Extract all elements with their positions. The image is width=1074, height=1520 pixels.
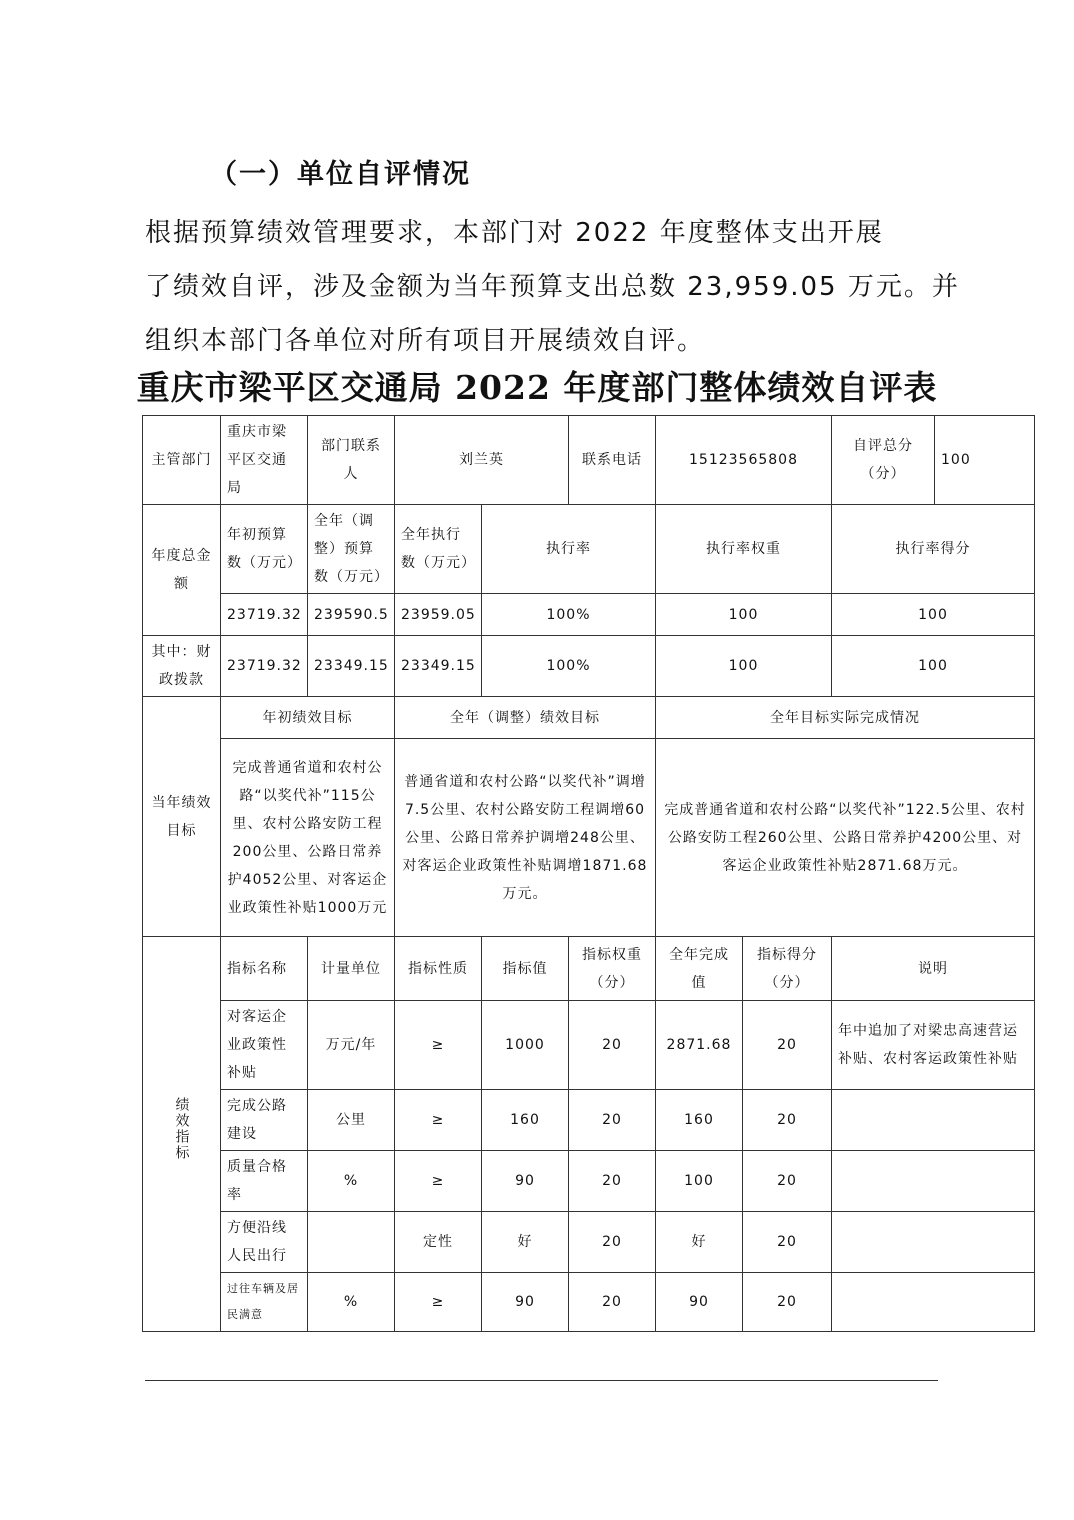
ind-unit: % [308, 1273, 395, 1332]
ind-actual: 100 [656, 1151, 743, 1212]
score-label: 自评总分（分） [832, 416, 935, 505]
ind-name: 质量合格率 [221, 1151, 308, 1212]
goals-actual: 完成普通省道和农村公路“以奖代补”122.5公里、农村公路安防工程260公里、公路日常养护4200公里、对客运企业政策性补贴2871.68万元。 [656, 739, 1035, 937]
phone-value: 15123565808 [656, 416, 832, 505]
ind-score: 20 [743, 1001, 832, 1090]
goals-header-row [143, 697, 1035, 739]
score-value: 100 [935, 416, 1035, 505]
ind-value: 好 [482, 1212, 569, 1273]
ind-note [832, 1212, 1035, 1273]
fiscal-weight: 100 [656, 636, 832, 697]
goals-header-actual: 全年目标实际完成情况 [656, 697, 1035, 739]
paragraph-line-3: 组织本部门各单位对所有项目开展绩效自评。 [145, 326, 706, 356]
ind-header-name: 指标名称 [221, 937, 308, 1001]
phone-label: 联系电话 [569, 416, 656, 505]
budget-weight: 100 [656, 594, 832, 636]
contact-label: 部门联系人 [308, 416, 395, 505]
budget-label: 年度总金额 [143, 505, 221, 636]
ind-name: 方便沿线人民出行 [221, 1212, 308, 1273]
ind-weight: 20 [569, 1273, 656, 1332]
goals-header-initial: 年初绩效目标 [221, 697, 395, 739]
fiscal-score: 100 [832, 636, 1035, 697]
budget-executed: 23959.05 [395, 594, 482, 636]
budget-initial: 23719.32 [221, 594, 308, 636]
ind-name: 对客运企业政策性补贴 [221, 1001, 308, 1090]
indicator-row [143, 1001, 1035, 1090]
ind-nature: ≥ [395, 1151, 482, 1212]
section-heading: （一）单位自评情况 [210, 159, 471, 190]
fiscal-label: 其中：财政拨款 [143, 636, 221, 697]
budget-header-adjusted: 全年（调整）预算数（万元） [308, 505, 395, 594]
budget-header-score: 执行率得分 [832, 505, 1035, 594]
budget-header-initial: 年初预算数（万元） [221, 505, 308, 594]
ind-weight: 20 [569, 1151, 656, 1212]
ind-nature: ≥ [395, 1001, 482, 1090]
info-row [143, 416, 1035, 505]
ind-value: 90 [482, 1273, 569, 1332]
footer-divider [145, 1380, 938, 1381]
ind-header-unit: 计量单位 [308, 937, 395, 1001]
ind-actual: 90 [656, 1273, 743, 1332]
fiscal-row [143, 636, 1035, 697]
budget-header-weight: 执行率权重 [656, 505, 832, 594]
goals-header-adjusted: 全年（调整）绩效目标 [395, 697, 656, 739]
budget-score: 100 [832, 594, 1035, 636]
ind-value: 160 [482, 1090, 569, 1151]
ind-note [832, 1090, 1035, 1151]
ind-score: 20 [743, 1090, 832, 1151]
indicators-label: 绩效指标 [173, 1097, 190, 1161]
ind-header-weight: 指标权重（分） [569, 937, 656, 1001]
ind-header-value: 指标值 [482, 937, 569, 1001]
indicator-row [143, 1151, 1035, 1212]
evaluation-table [142, 415, 1035, 1332]
ind-header-actual: 全年完成值 [656, 937, 743, 1001]
fiscal-initial: 23719.32 [221, 636, 308, 697]
ind-unit: % [308, 1151, 395, 1212]
ind-name: 完成公路建设 [221, 1090, 308, 1151]
ind-weight: 20 [569, 1001, 656, 1090]
budget-header-row [143, 505, 1035, 594]
budget-header-executed: 全年执行数（万元） [395, 505, 482, 594]
paragraph-line-2: 了绩效自评，涉及金额为当年预算支出总数 23,959.05 万元。并 [145, 272, 960, 302]
ind-header-score: 指标得分（分） [743, 937, 832, 1001]
ind-score: 20 [743, 1273, 832, 1332]
fiscal-rate: 100% [482, 636, 656, 697]
dept-value: 重庆市梁平区交通局 [221, 416, 308, 505]
ind-unit: 万元/年 [308, 1001, 395, 1090]
goals-adjusted: 普通省道和农村公路“以奖代补”调增7.5公里、农村公路安防工程调增60公里、公路日常养护调增248公里、对客运企业政策性补贴调增1871.68万元。 [395, 739, 656, 937]
budget-rate: 100% [482, 594, 656, 636]
paragraph-line-1: 根据预算绩效管理要求，本部门对 2022 年度整体支出开展 [145, 218, 884, 248]
indicator-row [143, 1212, 1035, 1273]
ind-name: 过往车辆及居民满意 [221, 1273, 308, 1332]
ind-note: 年中追加了对梁忠高速营运补贴、农村客运政策性补贴 [832, 1001, 1035, 1090]
ind-nature: 定性 [395, 1212, 482, 1273]
ind-nature: ≥ [395, 1090, 482, 1151]
indicator-header-row [143, 937, 1035, 1001]
ind-actual: 160 [656, 1090, 743, 1151]
ind-note [832, 1151, 1035, 1212]
budget-header-rate: 执行率 [482, 505, 656, 594]
ind-unit [308, 1212, 395, 1273]
ind-actual: 好 [656, 1212, 743, 1273]
goals-label: 当年绩效目标 [143, 697, 221, 937]
dept-label: 主管部门 [143, 416, 221, 505]
fiscal-adjusted: 23349.15 [308, 636, 395, 697]
ind-actual: 2871.68 [656, 1001, 743, 1090]
ind-nature: ≥ [395, 1273, 482, 1332]
indicator-row [143, 1273, 1035, 1332]
contact-value: 刘兰英 [395, 416, 569, 505]
ind-unit: 公里 [308, 1090, 395, 1151]
indicator-row [143, 1090, 1035, 1151]
ind-header-nature: 指标性质 [395, 937, 482, 1001]
budget-value-row [143, 594, 1035, 636]
ind-value: 1000 [482, 1001, 569, 1090]
fiscal-executed: 23349.15 [395, 636, 482, 697]
ind-weight: 20 [569, 1090, 656, 1151]
indicators-label-cell [143, 937, 221, 1332]
budget-adjusted: 239590.5 [308, 594, 395, 636]
ind-value: 90 [482, 1151, 569, 1212]
ind-header-note: 说明 [832, 937, 1035, 1001]
goals-content-row [143, 739, 1035, 937]
ind-weight: 20 [569, 1212, 656, 1273]
ind-score: 20 [743, 1151, 832, 1212]
table-title: 重庆市梁平区交通局 2022 年度部门整体绩效自评表 [136, 368, 938, 407]
goals-initial: 完成普通省道和农村公路“以奖代补”115公里、农村公路安防工程200公里、公路日常养护4052公里、对客运企业政策性补贴1000万元 [221, 739, 395, 937]
ind-note [832, 1273, 1035, 1332]
ind-score: 20 [743, 1212, 832, 1273]
